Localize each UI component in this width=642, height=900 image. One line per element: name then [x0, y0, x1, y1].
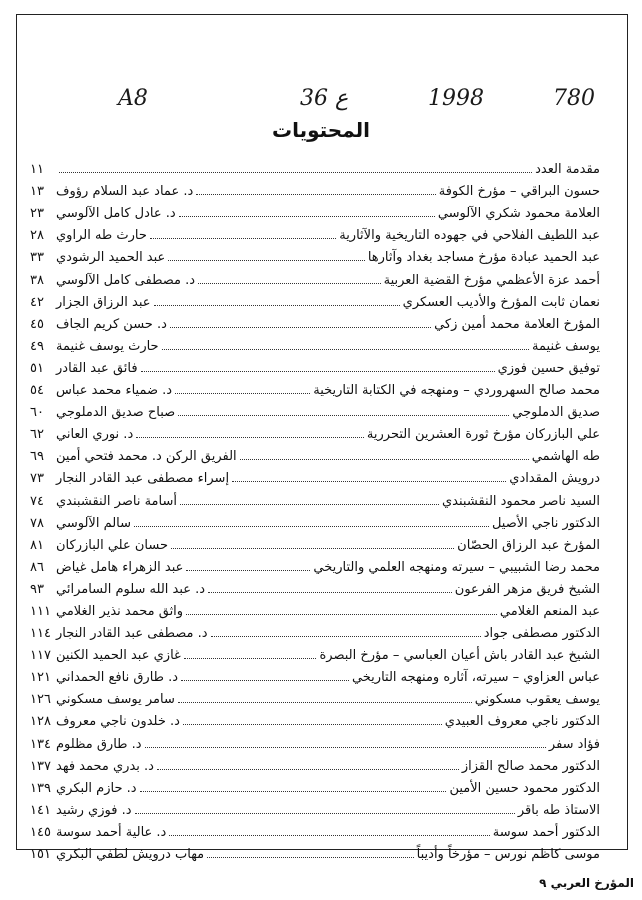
toc-entry-subject: توفيق حسين فوزي [497, 360, 600, 376]
toc-entry-page: ٥٤ [30, 383, 44, 399]
dot-leader [169, 835, 489, 836]
toc-entry [30, 684, 600, 706]
toc-entry-page: ١٤١ [30, 802, 51, 818]
dot-leader [198, 283, 381, 284]
toc-entry-author: د. عماد عبد السلام رؤوف [56, 184, 194, 200]
toc-entry-author: د. خلدون ناجي معروف [56, 714, 180, 730]
toc-entry [30, 618, 600, 640]
toc-entry [30, 773, 600, 795]
toc-entry-author: د. عالية أحمد سوسة [56, 824, 167, 840]
toc-entry-subject: عبد اللطيف الفلاحي في جهوده التاريخية والآثارية [339, 228, 600, 244]
toc-entry-page: ١٢٦ [30, 692, 51, 708]
toc-entry-page: ٢٨ [30, 228, 44, 244]
toc-entry-subject: طه الهاشمي [531, 449, 600, 465]
toc-entry-author: مهاب درويش لطفي البكري [56, 847, 205, 862]
toc-entry-page: ٤٥ [30, 316, 44, 332]
toc-entry [30, 574, 600, 596]
toc-entry-page: ٤٢ [30, 294, 44, 310]
toc-entry-subject: الشيخ عبد القادر باش أعيان العباسي – مؤرخ البصرة [319, 648, 600, 664]
dot-leader [240, 459, 529, 460]
toc-entry-author: حسان علي البازركان [56, 537, 169, 553]
dot-leader [186, 614, 497, 615]
toc-entry-author: د. مصطفى كامل الآلوسي [56, 272, 196, 288]
dot-leader [157, 769, 459, 770]
dot-leader [145, 747, 546, 748]
toc-entry-subject: أحمد عزة الأعظمي مؤرخ القضية العربية [383, 272, 600, 288]
toc-entry-subject: محمد صالح السهروردي – ومنهجه في الكتابة التاريخية [313, 383, 600, 399]
toc-entry-author: د. فوزي رشيد [56, 802, 132, 818]
toc-entry-page: ٦٩ [30, 449, 44, 465]
toc-entry-author: د. طارق نافع الحمداني [56, 670, 179, 686]
toc-entry [30, 552, 600, 574]
toc-entry-page: ١٣٩ [30, 780, 51, 796]
dot-leader [170, 327, 431, 328]
toc-entry-page: ٦٠ [30, 405, 44, 421]
toc-entry-page: ١١٤ [30, 626, 51, 642]
toc-entry [30, 309, 600, 331]
toc-entry-subject: الدكتور محمود حسين الأمين [449, 780, 600, 796]
handwritten-left-code: A8 [118, 86, 148, 111]
toc-entry-page: ٦٢ [30, 427, 44, 443]
toc-entry-page: ١١ [30, 162, 44, 178]
toc-entry [30, 397, 600, 419]
toc-entry [30, 817, 600, 839]
toc-entry-page: ٩٣ [30, 581, 44, 597]
dot-leader [178, 415, 509, 416]
toc-entry-author: د. بدري محمد فهد [56, 758, 154, 774]
toc-entry-page: ١٢١ [30, 670, 51, 686]
toc-entry-subject: الدكتور أحمد سوسة [492, 824, 600, 840]
toc-entry [30, 331, 600, 353]
toc-entry-author: حارث طه الراوي [56, 228, 147, 244]
handwritten-number: 780 [553, 86, 595, 111]
toc-entry-author: عبد الزهراء هامل غياض [56, 559, 184, 575]
toc-entry [30, 751, 600, 773]
toc-entry-author: د. ضمياء محمد عباس [56, 383, 173, 399]
toc-entry-page: ٨٦ [30, 559, 44, 575]
toc-entry-author: د. طارق مظلوم [56, 736, 142, 752]
toc-entry-page: ١١١ [30, 603, 51, 619]
toc-entry [30, 839, 600, 861]
dot-leader [211, 636, 481, 637]
toc-entry-subject: عباس العزاوي – سيرته، آثاره ومنهجه التاريخي [351, 670, 600, 686]
toc-entry-author: سامر يوسف مسكوني [56, 692, 175, 708]
toc-entry-page: ٧٨ [30, 515, 44, 531]
dot-leader [154, 305, 400, 306]
toc-entry-subject: محمد رضا الشبيبي – سيرته ومنهجه العلمي والتاريخي [313, 559, 600, 575]
toc-entry-subject: عبد المنعم الغلامي [499, 603, 600, 619]
dot-leader [59, 172, 532, 173]
toc-entry [30, 198, 600, 220]
toc-entry-subject: صديق الدملوجي [512, 405, 600, 421]
toc-entry-subject: الاستاذ طه باقر [517, 802, 600, 818]
dot-leader [175, 393, 310, 394]
toc-entry [30, 596, 600, 618]
toc-entry-subject: الدكتور ناجي معروف العبيدي [444, 714, 600, 730]
dot-leader [140, 791, 447, 792]
toc-entry-subject: عبد الحميد عبادة مؤرخ مساجد بغداد وآثارها [367, 250, 600, 266]
dot-leader [171, 548, 454, 549]
toc-entry-author: إسراء مصطفى عبد القادر النجار [56, 471, 230, 487]
toc-entry-subject: يوسف يعقوب مسكوني [474, 692, 600, 708]
toc-entry-author: د. حازم البكري [56, 780, 137, 796]
toc-entry-subject: علي البازركان مؤرخ ثورة العشرين التحررية [366, 427, 600, 443]
toc-entry-page: ١٣٧ [30, 758, 51, 774]
toc-entry [30, 508, 600, 530]
toc-entry-author: صباح صديق الدملوجي [56, 405, 176, 421]
toc-entry-author: د. نوري العاني [56, 427, 134, 443]
toc-entry-page: ٣٨ [30, 272, 44, 288]
toc-entry-page: ١١٧ [30, 648, 51, 664]
toc-entry-author: حارث يوسف غنيمة [56, 338, 159, 354]
dot-leader [134, 526, 489, 527]
toc-entry-author: أسامة ناصر النقشبندي [56, 493, 177, 509]
dot-leader [232, 481, 506, 482]
toc-entry-subject: نعمان ثابت المؤرخ والأديب العسكري [402, 294, 600, 310]
toc-entry-page: ٥١ [30, 360, 44, 376]
dot-leader [135, 813, 515, 814]
toc-entry-author: د. مصطفى عبد القادر النجار [56, 626, 208, 642]
toc-entry [30, 264, 600, 286]
dot-leader [168, 260, 365, 261]
toc-entry-subject: الدكتور محمد صالح القزاز [461, 758, 600, 774]
dot-leader [183, 724, 442, 725]
toc-entry-subject: الدكتور مصطفى جواد [483, 626, 600, 642]
toc-entry-subject: المؤرخ العلامة محمد أمين زكي [434, 316, 600, 332]
toc-entry-subject: موسى كاظم نورس – مؤرخاً وأديباً [416, 847, 600, 862]
toc-entry [30, 463, 600, 485]
toc-entry-subject: الشيخ فريق مزهر الفرعون [454, 581, 600, 597]
toc-entry-subject: حسون البراقي – مؤرخ الكوفة [438, 184, 600, 200]
toc-entry [30, 287, 600, 309]
toc-entry-author: د. حسن كريم الجاف [56, 316, 167, 332]
table-of-contents [30, 154, 600, 861]
toc-entry-author: د. عادل كامل الآلوسي [56, 206, 176, 222]
dot-leader [136, 437, 364, 438]
toc-entry-page: ١٢٨ [30, 714, 51, 730]
handwritten-year: 1998 [428, 86, 484, 111]
dot-leader [162, 349, 529, 350]
dot-leader [186, 570, 310, 571]
toc-entry-author: عبد الرزاق الجزار [56, 294, 151, 310]
toc-entry [30, 728, 600, 750]
toc-entry [30, 154, 600, 176]
toc-entry [30, 706, 600, 728]
dot-leader [207, 857, 414, 858]
toc-entry [30, 530, 600, 552]
dot-leader [181, 680, 349, 681]
toc-entry [30, 353, 600, 375]
toc-entry [30, 795, 600, 817]
toc-entry-page: ٨١ [30, 537, 44, 553]
toc-entry-page: ٤٩ [30, 338, 44, 354]
toc-entry [30, 176, 600, 198]
dot-leader [184, 658, 317, 659]
toc-entry-author: سالم الآلوسي [56, 515, 132, 531]
handwritten-issue: 36 ع [300, 86, 349, 111]
toc-entry-page: ٢٣ [30, 206, 44, 222]
page-title: المحتويات [271, 118, 370, 142]
dot-leader [208, 592, 452, 593]
toc-entry-subject: الدكتور ناجي الأصيل [491, 515, 600, 531]
toc-entry-author: فائق عبد القادر [56, 360, 138, 376]
toc-entry-subject: يوسف غنيمة [532, 338, 600, 354]
toc-entry-author: الفريق الركن د. محمد فتحي أمين [56, 449, 237, 465]
toc-entry-page: ١٤٥ [30, 824, 51, 840]
toc-entry [30, 441, 600, 463]
toc-entry-author: عبد الحميد الرشودي [56, 250, 166, 266]
toc-entry-page: ١٣ [30, 184, 44, 200]
toc-entry-page: ١٥١ [30, 847, 51, 862]
toc-entry-subject: العلامة محمود شكري الآلوسي [437, 206, 600, 222]
dot-leader [196, 194, 435, 195]
toc-entry [30, 242, 600, 264]
dot-leader [179, 216, 435, 217]
toc-entry-subject: السيد ناصر محمود النقشبندي [442, 493, 600, 509]
dot-leader [180, 504, 439, 505]
toc-entry [30, 640, 600, 662]
toc-entry-page: ١٣٤ [30, 736, 51, 752]
toc-entry [30, 220, 600, 242]
toc-entry [30, 375, 600, 397]
toc-entry-page: ٧٤ [30, 493, 44, 509]
toc-entry-subject: درويش المقدادي [509, 471, 600, 487]
page-footer: المؤرخ العربي ٩ [539, 876, 634, 890]
toc-entry-subject: فؤاد سفر [548, 736, 600, 752]
toc-entry-subject: مقدمة العدد [535, 162, 600, 178]
toc-entry-author: د. عبد الله سلوم السامرائي [56, 581, 206, 597]
toc-entry [30, 419, 600, 441]
dot-leader [150, 238, 336, 239]
toc-entry-author: واثق محمد نذير الغلامي [56, 603, 184, 619]
toc-entry [30, 662, 600, 684]
dot-leader [141, 371, 495, 372]
dot-leader [178, 702, 472, 703]
toc-entry-author: غازي عبد الحميد الكنين [56, 648, 181, 664]
toc-entry [30, 485, 600, 507]
toc-entry-page: ٧٣ [30, 471, 44, 487]
toc-entry-page: ٣٣ [30, 250, 44, 266]
toc-entry-subject: المؤرخ عبد الرزاق الحصّان [457, 537, 600, 553]
